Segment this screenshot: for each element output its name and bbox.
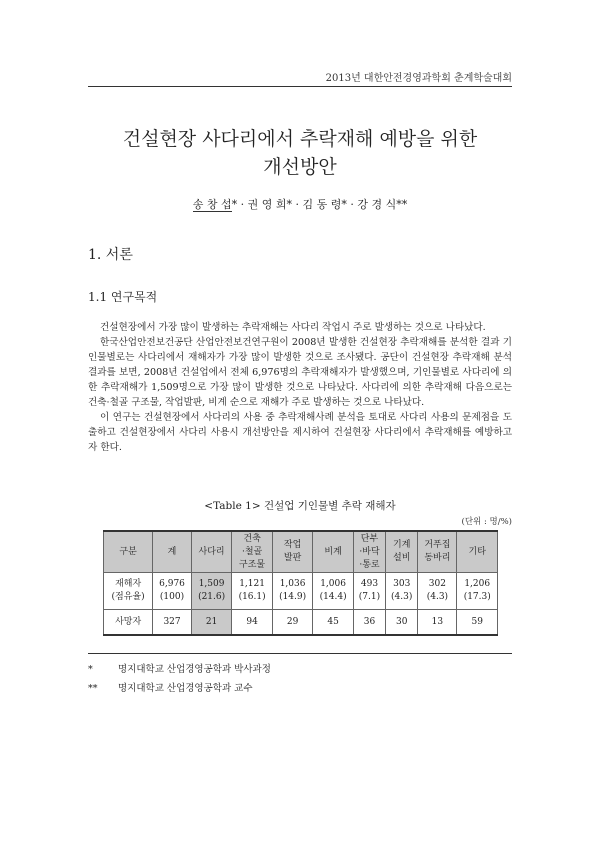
paragraph-2: 한국산업안전보건공단 산업안전보건연구원이 2008년 발생한 건설현장 추락재해를 분석한 결과 기인물별로는 사다리에서 재해자가 가장 많이 발생한 것으로 조사됐다. 공단이 건설현장 추락재해 분석결과를 보면, 2008년 건설업에서 전체 6,976명의 추락재해자가 발생했으며, 기인물별로 사다리에 의한 추락재해가 1,509명으로 가장 많이 발생한 것으로 나타났다. 사다리에 의한 추락재해 다음으로는 건축·철골 구조물, 작업발판, 비계 순으로 재해가 주로 발생하는 것으로 나타났다.	[88, 337, 512, 408]
table-cell: 1,206 (17.3)	[457, 573, 498, 610]
table-cell: 21	[191, 610, 232, 636]
other-authors: · 권 영 희* · 김 동 령* · 강 경 식**	[237, 198, 408, 211]
header-edge-floor: 단부 ·바닥 ·통로	[353, 531, 385, 573]
fall-accident-table	[103, 530, 498, 636]
section-heading-introduction: 1. 서론	[88, 247, 133, 263]
footnote-text: 명지대학교 산업경영공학과 박사과정	[118, 664, 271, 675]
first-author-mark: *	[231, 198, 238, 211]
title-line-2: 개선방안	[263, 156, 337, 178]
table-cell: 303 (4.3)	[386, 573, 418, 610]
header-category: 구분	[104, 531, 153, 573]
table-cell: 59	[457, 610, 498, 636]
footnotes	[88, 660, 271, 698]
title-line-1: 건설현장 사다리에서 추락재해 예방을 위한	[122, 128, 478, 150]
table-cell: 94	[232, 610, 273, 636]
footnote-mark: **	[88, 683, 98, 694]
paragraph-3: 이 연구는 건설현장에서 사다리의 사용 중 추락재해사례 분석을 토대로 사다리 사용의 문제점을 도출하고 건설현장에서 사다리 사용시 개선방안을 제시하여 건설현장 사다리에서 추락재해를 예방하고자 한다.	[88, 412, 512, 453]
footnote-1	[88, 660, 271, 679]
table-cell: 6,976 (100)	[153, 573, 192, 610]
header-structure: 건축 ·철골 구조물	[232, 531, 273, 573]
table-header-row	[104, 531, 498, 573]
table-cell: 302 (4.3)	[418, 573, 457, 610]
footnote-text: 명지대학교 산업경영공학과 교수	[118, 683, 253, 694]
header-scaffold: 비계	[313, 531, 354, 573]
header-total: 계	[153, 531, 192, 573]
subsection-heading-purpose: 1.1 연구목적	[88, 290, 158, 304]
footnote-mark: *	[88, 664, 93, 675]
table-cell: 1,006 (14.4)	[313, 573, 354, 610]
body-text	[88, 320, 512, 455]
table-cell: 1,509 (21.6)	[191, 573, 232, 610]
author-list	[0, 196, 600, 212]
header-other: 기타	[457, 531, 498, 573]
table-row	[104, 573, 498, 610]
table-cell: 327	[153, 610, 192, 636]
table-cell: 36	[353, 610, 385, 636]
table-cell: 30	[386, 610, 418, 636]
paper-title	[0, 125, 600, 181]
table-caption: <Table 1> 건설업 기인물별 추락 재해자	[204, 500, 396, 512]
table-cell: 29	[272, 610, 313, 636]
first-author: 송 창 섭	[192, 198, 232, 211]
footnote-2	[88, 679, 271, 698]
table-cell: 493 (7.1)	[353, 573, 385, 610]
header-scaffold-board: 작업 발판	[272, 531, 313, 573]
paragraph-1: 건설현장에서 가장 많이 발생하는 추락재해는 사다리 작업시 주로 발생하는 것으로 나타났다.	[100, 322, 486, 333]
row-label: 재해자 (점유율)	[104, 573, 153, 610]
table-cell: 45	[313, 610, 354, 636]
header-rule	[88, 86, 512, 87]
row-label: 사망자	[104, 610, 153, 636]
table-cell: 13	[418, 610, 457, 636]
conference-header: 2013년 대한안전경영과학회 춘계학술대회	[325, 73, 512, 84]
table-unit: (단위 : 명/%)	[461, 517, 512, 527]
header-formwork: 거푸집 동바리	[418, 531, 457, 573]
footnote-rule	[88, 653, 512, 654]
table-cell: 1,036 (14.9)	[272, 573, 313, 610]
header-ladder: 사다리	[191, 531, 232, 573]
table-cell: 1,121 (16.1)	[232, 573, 273, 610]
table-row	[104, 610, 498, 636]
header-machinery: 기계 설비	[386, 531, 418, 573]
